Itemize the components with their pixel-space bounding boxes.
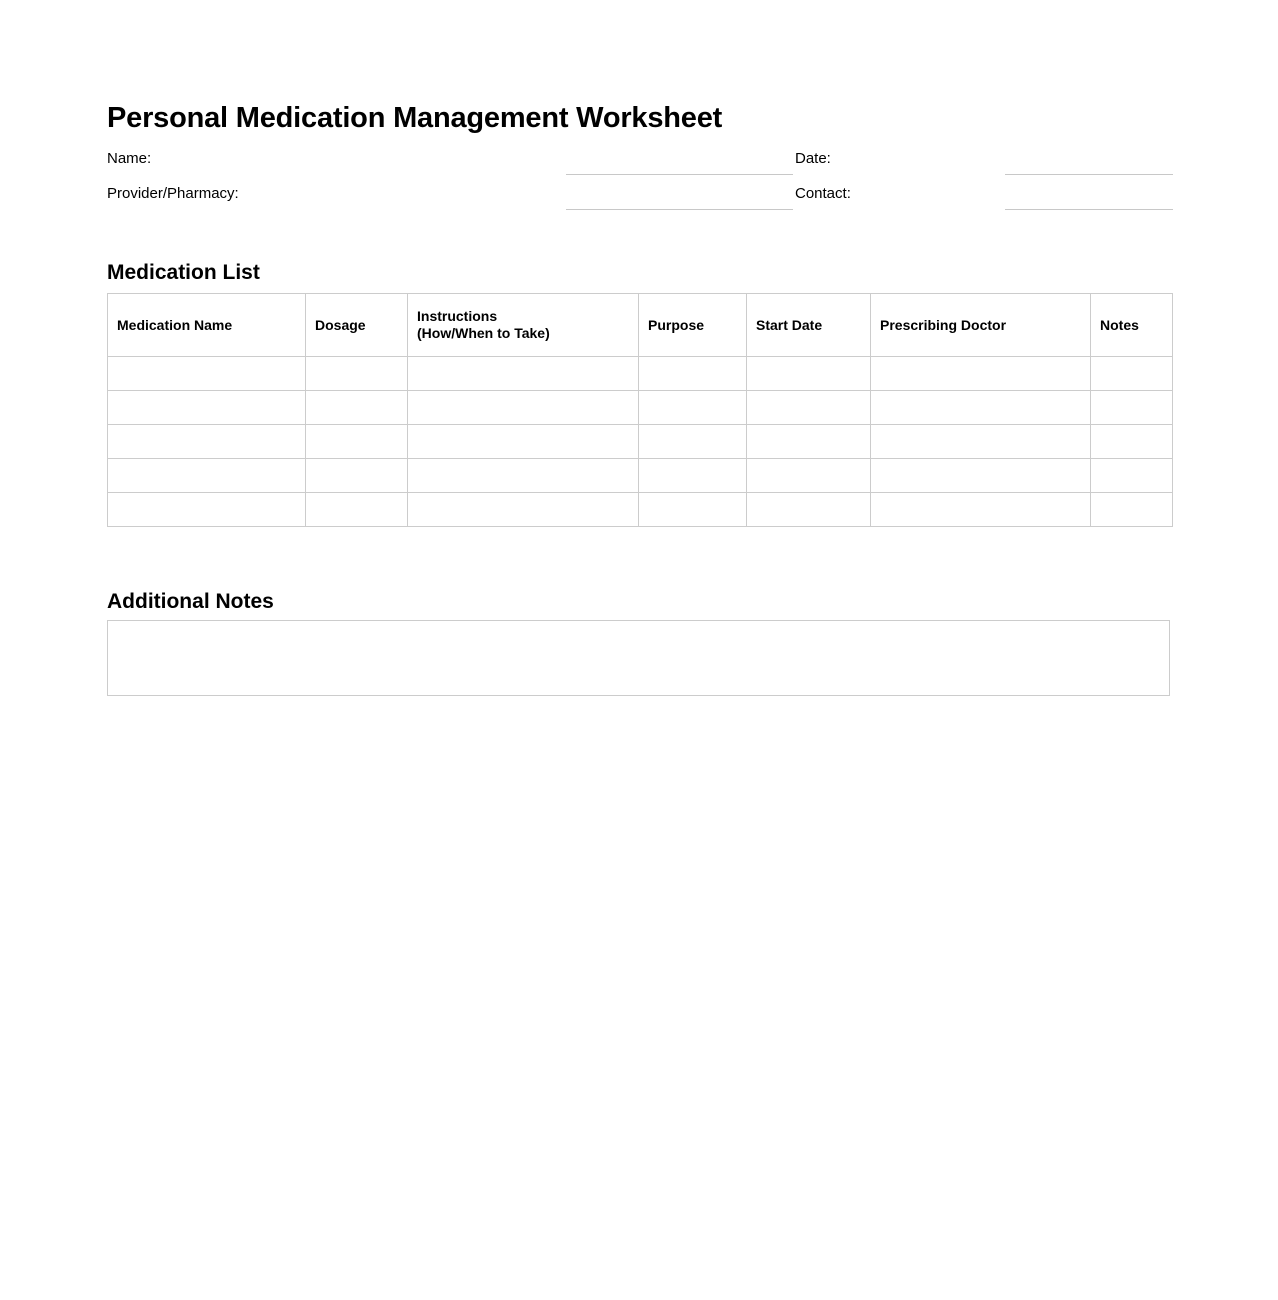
cell-instructions[interactable] — [408, 425, 639, 459]
cell-start-date[interactable] — [747, 357, 871, 391]
provider-pharmacy-input-line[interactable] — [566, 209, 793, 210]
name-input-line[interactable] — [566, 174, 793, 175]
cell-dosage[interactable] — [306, 357, 408, 391]
cell-purpose[interactable] — [639, 357, 747, 391]
column-header-label: Instructions — [417, 308, 498, 324]
column-header-label: Dosage — [315, 316, 366, 333]
column-header-label: Notes — [1100, 316, 1139, 333]
column-header-label: Medication Name — [117, 316, 233, 333]
cell-prescribing-doctor[interactable] — [871, 459, 1091, 493]
cell-purpose[interactable] — [639, 459, 747, 493]
cell-instructions[interactable] — [408, 459, 639, 493]
page-title: Personal Medication Management Worksheet — [107, 102, 723, 135]
column-header-label: Start Date — [756, 316, 823, 333]
column-header-prescribing-doctor — [871, 294, 1091, 357]
cell-dosage[interactable] — [306, 391, 408, 425]
cell-purpose[interactable] — [639, 425, 747, 459]
column-header-medication-name — [108, 294, 306, 357]
medication-list-table — [107, 293, 1173, 527]
cell-instructions[interactable] — [408, 391, 639, 425]
cell-start-date[interactable] — [747, 425, 871, 459]
table-row — [108, 425, 1173, 459]
column-header-notes — [1091, 294, 1173, 357]
cell-prescribing-doctor[interactable] — [871, 357, 1091, 391]
column-header-instructions — [408, 294, 639, 357]
provider-pharmacy-label: Provider/Pharmacy: — [107, 185, 239, 202]
cell-medication-name[interactable] — [108, 425, 306, 459]
column-header-purpose — [639, 294, 747, 357]
cell-medication-name[interactable] — [108, 357, 306, 391]
cell-start-date[interactable] — [747, 391, 871, 425]
cell-prescribing-doctor[interactable] — [871, 391, 1091, 425]
cell-notes[interactable] — [1091, 425, 1173, 459]
cell-notes[interactable] — [1091, 357, 1173, 391]
cell-notes[interactable] — [1091, 493, 1173, 527]
additional-notes-heading: Additional Notes — [107, 590, 274, 614]
cell-instructions[interactable] — [408, 357, 639, 391]
cell-medication-name[interactable] — [108, 391, 306, 425]
column-header-label: Purpose — [648, 316, 705, 333]
table-body — [108, 357, 1173, 527]
date-label: Date: — [795, 150, 831, 167]
column-header-label: Prescribing Doctor — [880, 316, 1007, 333]
cell-start-date[interactable] — [747, 459, 871, 493]
header-info-row-2 — [107, 181, 1173, 214]
cell-purpose[interactable] — [639, 493, 747, 527]
table-row — [108, 459, 1173, 493]
medication-list-heading: Medication List — [107, 261, 260, 285]
additional-notes-field[interactable] — [107, 620, 1170, 696]
cell-prescribing-doctor[interactable] — [871, 493, 1091, 527]
cell-dosage[interactable] — [306, 493, 408, 527]
column-header-sublabel: (How/When to Take) — [417, 325, 550, 341]
cell-purpose[interactable] — [639, 391, 747, 425]
contact-label: Contact: — [795, 185, 851, 202]
date-input-line[interactable] — [1005, 174, 1173, 175]
cell-instructions[interactable] — [408, 493, 639, 527]
header-info-fields — [107, 146, 1173, 212]
column-header-start-date — [747, 294, 871, 357]
column-header-dosage — [306, 294, 408, 357]
cell-notes[interactable] — [1091, 459, 1173, 493]
contact-input-line[interactable] — [1005, 209, 1173, 210]
table-row — [108, 391, 1173, 425]
cell-medication-name[interactable] — [108, 459, 306, 493]
table-row — [108, 357, 1173, 391]
cell-dosage[interactable] — [306, 425, 408, 459]
cell-start-date[interactable] — [747, 493, 871, 527]
name-label: Name: — [107, 150, 152, 167]
table-header-row — [108, 294, 1173, 357]
cell-dosage[interactable] — [306, 459, 408, 493]
header-info-row-1 — [107, 146, 1173, 179]
cell-prescribing-doctor[interactable] — [871, 425, 1091, 459]
cell-notes[interactable] — [1091, 391, 1173, 425]
table-row — [108, 493, 1173, 527]
cell-medication-name[interactable] — [108, 493, 306, 527]
